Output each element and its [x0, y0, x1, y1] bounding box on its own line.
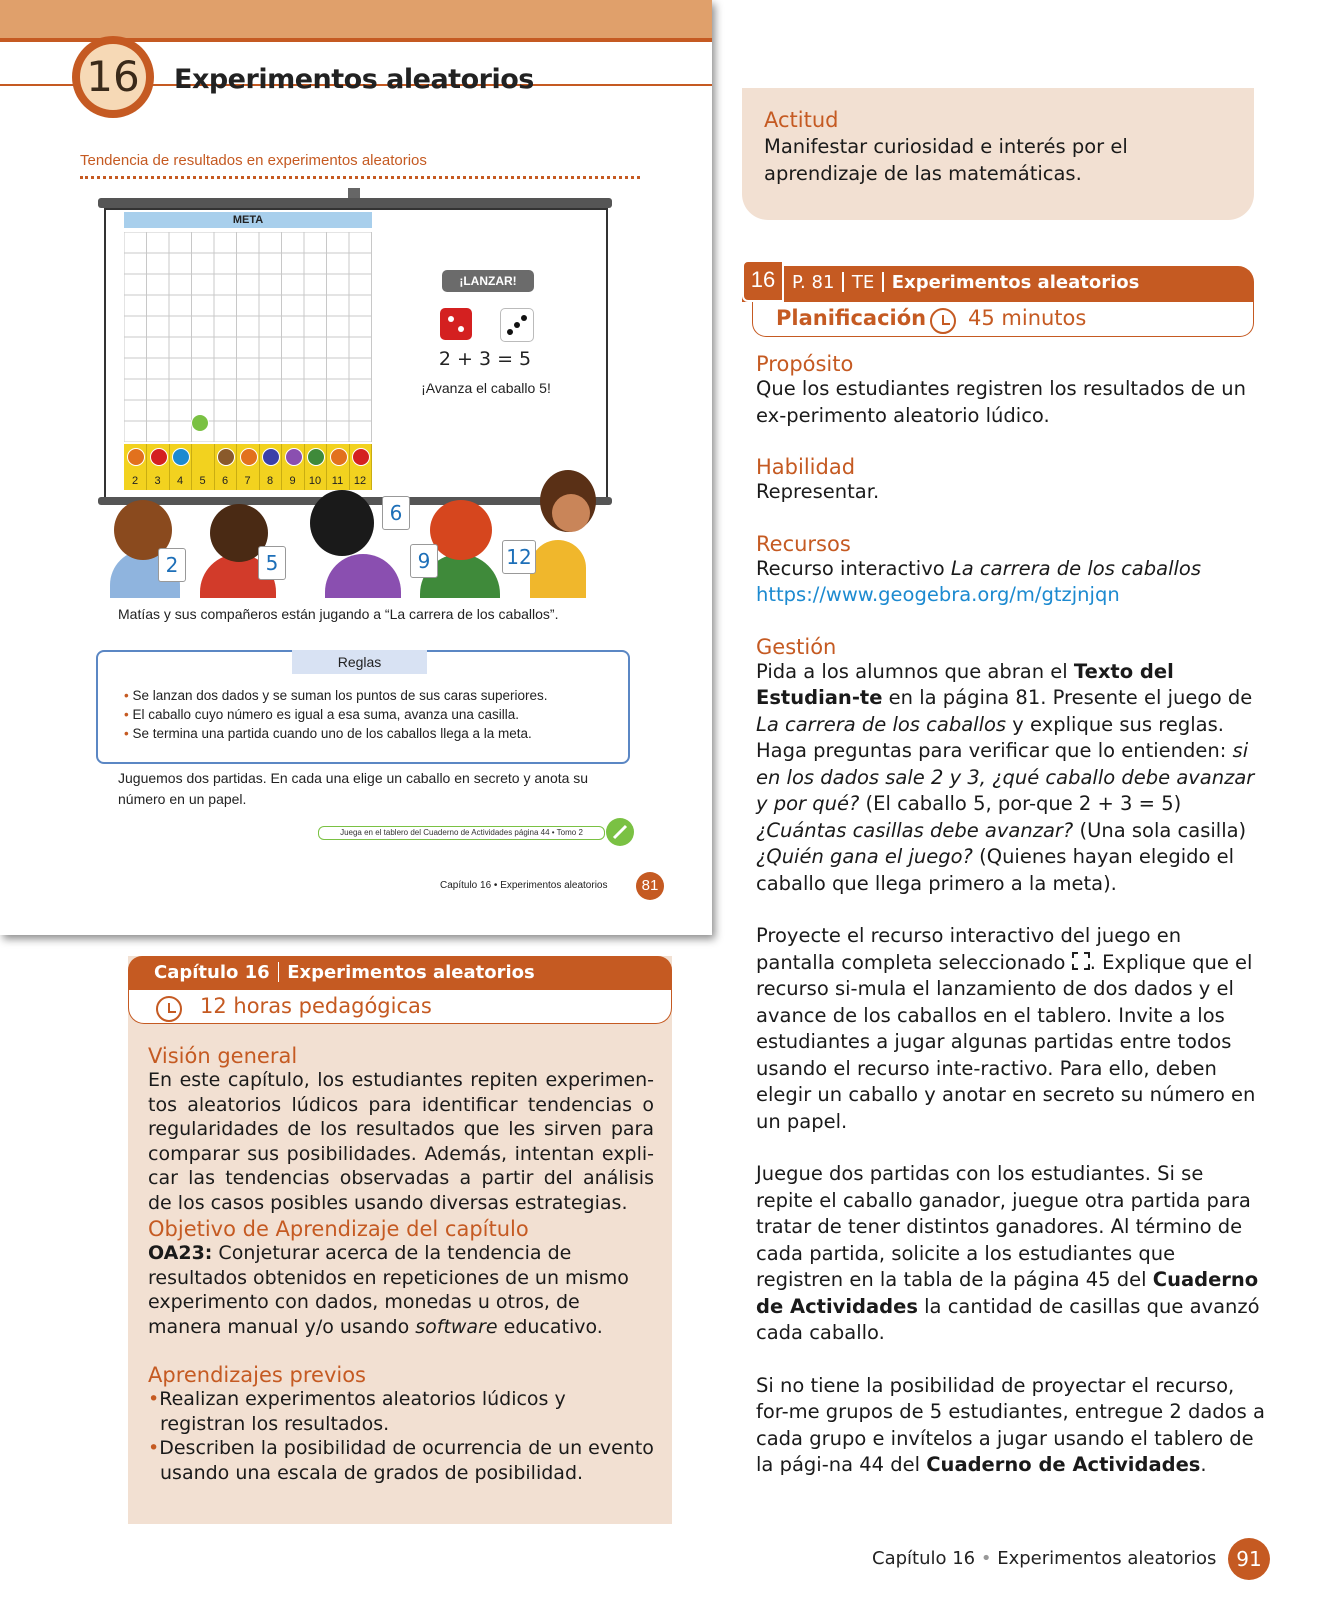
lane-number: 8: [266, 475, 274, 487]
rule-item: • Se lanzan dos dados y se suman los puntos de sus caras superiores.: [124, 686, 547, 705]
management-paragraph: Pida a los alumnos que abran el Texto del Estudian-te en la página 81. Presente el juego de La carrera de los caballos y explique sus reglas. Haga preguntas para verificar que lo entienden: si en los dados sale 2 y 3, ¿qué caballo debe avanzar y por qué? (El caballo 5, por-que 2 + 3 = 5) ¿Cuántas casillas debe avanzar? (Una sola casilla) ¿Quién gana el juego? (Quienes hayan elegido el caballo que llega primero a la meta).: [756, 659, 1255, 895]
chapter-hours: 12 horas pedagógicas: [200, 994, 432, 1018]
student-page-title: Experimentos aleatorios: [174, 64, 534, 95]
student-page-footer: Capítulo 16 • Experimentos aleatorios: [440, 880, 608, 891]
horse-icon: [240, 448, 258, 466]
rule-item: • Se termina una partida cuando uno de los caballos llega a la meta.: [124, 724, 547, 743]
section-subtitle: Tendencia de resultados en experimentos aleatorios: [80, 152, 427, 169]
horse-lane: [124, 444, 147, 490]
lane-number: 9: [289, 475, 296, 487]
objective-heading: Objetivo de Aprendizaje del capítulo: [148, 1217, 529, 1241]
horse-icon: [172, 448, 190, 466]
chapter-number-badge: [72, 36, 154, 118]
rule-item: • El caballo cuyo número es igual a esa suma, avanza una casilla.: [124, 705, 547, 724]
chapter-content: [148, 1044, 654, 1485]
number-card: 9: [410, 544, 438, 578]
illustration-caption: Matías y sus compañeros están jugando a “La carrera de los caballos”.: [118, 606, 559, 622]
die-icon: [500, 308, 534, 342]
number-card: 2: [158, 548, 186, 582]
horse-lane: [237, 444, 260, 490]
horse-icon: [191, 414, 209, 432]
student-page-number: 81: [636, 872, 664, 900]
children-illustration: [100, 500, 640, 598]
activity-book-reference: Juega en el tablero del Cuaderno de Actividades página 44 • Tomo 2: [318, 826, 605, 840]
goal-label: META: [124, 212, 372, 228]
page-footer: Capítulo 16 • Experimentos aleatorios: [872, 1548, 1217, 1569]
resource-link[interactable]: https://www.geogebra.org/m/gtzjnjqn: [756, 583, 1120, 606]
lane-number: 4: [176, 475, 184, 487]
chapter-number: 16: [80, 44, 146, 110]
skill-heading: Habilidad: [756, 455, 856, 479]
planning-duration: 45 minutos: [968, 306, 1087, 330]
horse-lane: [327, 444, 350, 490]
lane-number: 6: [221, 475, 229, 487]
book-code: TE: [851, 272, 875, 293]
rules-title: Reglas: [292, 650, 427, 674]
alarm-clock-icon: [156, 996, 182, 1022]
attitude-text: Manifestar curiosidad e interés por el aprendizaje de las matemáticas.: [764, 135, 1128, 185]
lane-number: 2: [131, 475, 139, 487]
launch-button[interactable]: ¡LANZAR!: [442, 270, 534, 292]
previous-item: •Realizan experimentos aleatorios lúdicos y registran los resultados.: [148, 1388, 566, 1435]
purpose-text: Que los estudiantes registren los resultados de un ex-perimento aleatorio lúdico.: [756, 377, 1246, 427]
planning-header: [792, 272, 1139, 293]
resources-text: Recurso interactivo La carrera de los caballos: [756, 556, 1201, 580]
horse-lane: [259, 444, 282, 490]
horse-icon: [262, 448, 280, 466]
lane-number: 3: [154, 475, 161, 487]
planning-title: Experimentos aleatorios: [891, 272, 1140, 293]
previous-heading: Aprendizajes previos: [148, 1363, 366, 1387]
horse-icon: [285, 448, 303, 466]
number-card: 6: [382, 496, 410, 530]
lane-number: 5: [199, 475, 206, 487]
management-paragraph: Si no tiene la posibilidad de proyectar el recurso, for-me grupos de 5 estudiantes, entregue 2 dados a cada grupo e invítelos a jugar usando el tablero de la pági-na 44 del Cuaderno de Actividades.: [756, 1373, 1265, 1476]
lane-number: 10: [308, 475, 322, 487]
horse-lane: [169, 444, 192, 490]
horse-icon: [217, 448, 235, 466]
horse-lane: [192, 444, 215, 490]
play-instructions: Juguemos dos partidas. En cada una elige un caballo en secreto y anota su número en un papel.: [118, 770, 589, 807]
horse-icon: [150, 448, 168, 466]
purpose-heading: Propósito: [756, 352, 854, 376]
horse-lane: [349, 444, 372, 490]
number-card: 12: [502, 540, 536, 574]
pencil-icon: [606, 818, 634, 846]
race-grid: [124, 232, 372, 442]
alarm-clock-icon: [930, 308, 956, 334]
horse-lane: [147, 444, 170, 490]
page-reference: P. 81: [792, 272, 835, 293]
die-icon: [440, 308, 472, 340]
management-paragraph: Proyecte el recurso interactivo del juego en pantalla completa seleccionado . Explique que el recurso si-mula el lanzamiento de dos dados y el avance de los caballos en el tablero. Invite a los estudiantes a jugar algunas partidas entre todos usando el recurso inte-ractivo. Para ello, deben elegir un caballo y anotar en secreto su número en un papel.: [756, 924, 1256, 1133]
lane-number: 12: [353, 475, 367, 487]
planning-label: Planificación: [776, 306, 927, 330]
horse-lane: [214, 444, 237, 490]
horse-icon: [330, 448, 348, 466]
horse-icon: [352, 448, 370, 466]
management-heading: Gestión: [756, 634, 837, 659]
fullscreen-icon: [1072, 952, 1090, 970]
page-number: 91: [1228, 1538, 1270, 1580]
previous-item: •Describen la posibilidad de ocurrencia de un evento usando una escala de grados de posibilidad.: [148, 1437, 654, 1484]
lane-number: 11: [331, 475, 344, 487]
horse-icon: [127, 448, 145, 466]
attitude-heading: Actitud: [764, 108, 839, 132]
dotted-divider: [80, 176, 640, 179]
dice-sum-equation: 2 + 3 = 5: [438, 348, 532, 370]
horse-lanes: [124, 444, 372, 490]
management-paragraph: Juegue dos partidas con los estudiantes. Si se repite el caballo ganador, juegue otra partida para tratar de tener distintos ganadores. Al término de cada partida, solicite a los estudiantes que registren en la tabla de la página 45 del Cuaderno de Actividades la cantidad de casillas que avanzó cada caballo.: [756, 1162, 1260, 1344]
advance-message: ¡Avanza el caballo 5!: [421, 380, 551, 396]
number-card: 5: [258, 546, 286, 580]
objective-text: OA23: Conjeturar acerca de la tendencia de resultados obtenidos en repeticiones de un mismo experimento con dados, monedas u otros, de manera manual y/o usando software educativo.: [148, 1242, 629, 1338]
horse-lane: [282, 444, 305, 490]
board-top-rod: [98, 198, 612, 208]
student-book-page: [0, 0, 712, 935]
horse-icon: [307, 448, 325, 466]
skill-text: Representar.: [756, 480, 880, 503]
lane-number: 7: [244, 475, 251, 487]
chapter-header: Capítulo 16 Experimentos aleatorios: [154, 962, 535, 983]
planning-chapter-number: 16: [742, 260, 784, 302]
horse-lane: [304, 444, 327, 490]
right-column: [756, 352, 1266, 1479]
overview-text: En este capítulo, los estudiantes repiten experimen-tos aleatorios lúdicos para identificar tendencias o regularidades de los resultados que les sirven para comparar sus posibilidades. Además, intentan expli-car las tendencias observadas a partir del análisis de los casos posibles usando diversas estrategias.: [148, 1069, 654, 1214]
overview-heading: Visión general: [148, 1044, 298, 1068]
resources-heading: Recursos: [756, 531, 851, 556]
rules-list: [124, 686, 547, 743]
